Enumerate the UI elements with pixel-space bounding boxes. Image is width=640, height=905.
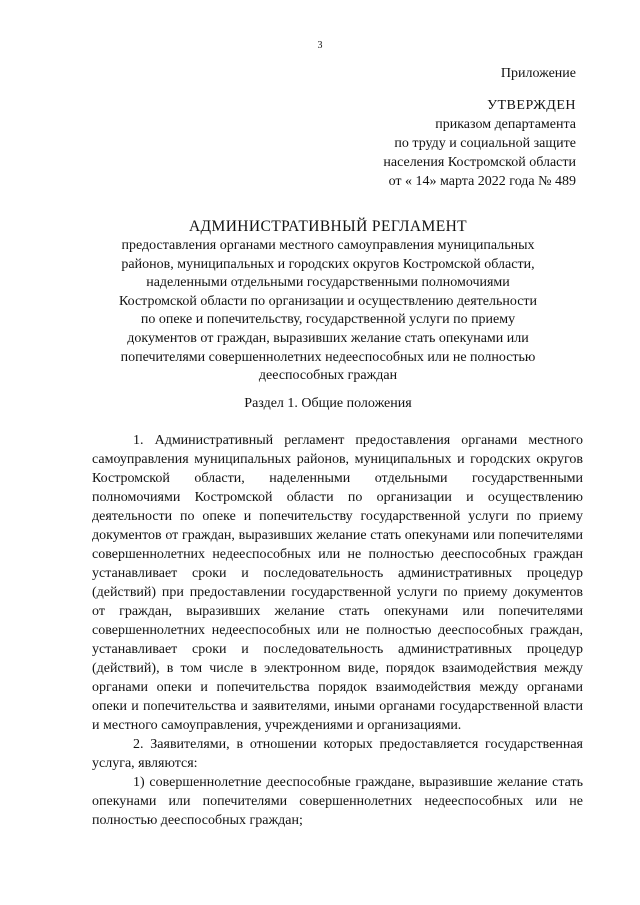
paragraph: 1) совершеннолетние дееспособные граждане, выразившие желание стать опекунами или попечителями совершеннолетних недееспособных или не полностью дееспособных граждан;	[92, 775, 583, 828]
approval-stamp-block	[383, 64, 576, 191]
approval-line: по труду и социальной защите	[394, 136, 576, 151]
approval-line: от « 14» марта 2022 года № 489	[388, 174, 576, 189]
approval-line: населения Костромской области	[383, 155, 576, 170]
approved-label: УТВЕРЖДЕН	[487, 98, 576, 113]
document-body	[92, 431, 583, 830]
document-subtitle: предоставления органами местного самоуправления муниципальных районов, муниципальных и городских округов Костромской области, наделенными отдельными государственными полномочиями Костромской области по организации и осуществлению деятельности по опеке и попечительству, государственной услуги по приему документов от граждан, выразивших желание стать опекунами или попечителями совершеннолетних недееспособных или не полностью дееспособных граждан	[118, 238, 538, 384]
title-block	[110, 217, 546, 386]
paragraph: 1. Административный регламент предоставления органами местного самоуправления муниципальных районов, муниципальных и городских округов Костромской области, наделенными отдельными государственными полномочиями Костромской области по организации и осуществлению деятельности по опеке и попечительству государственной услуги по приему документов от граждан, выразивших желание стать опекунами или попечителями совершеннолетних недееспособных или не полностью дееспособных граждан устанавливает сроки и последовательность административных процедур (действий) при предоставлении государственной услуги по приему документов от граждан, выразивших желание стать опекунами или попечителями совершеннолетних недееспособных или не полностью дееспособных граждан, устанавливает сроки и последовательность административных процедур (действий), в том числе в электронном виде, порядок взаимодействия между органами опеки и попечительства порядок взаимодействия между органами опеки и попечительства и заявителями, иными органами государственной власти и местного самоуправления, учреждениями и организациями.	[92, 433, 583, 733]
page-number: 3	[317, 40, 323, 51]
paragraph: 2. Заявителями, в отношении которых предоставляется государственная услуга, являются:	[92, 737, 583, 771]
appendix-label: Приложение	[500, 66, 576, 81]
document-title: АДМИНИСТРАТИВНЫЙ РЕГЛАМЕНТ	[188, 218, 468, 235]
section-heading: Раздел 1. Общие положения	[244, 396, 412, 411]
approval-line: приказом департамента	[435, 117, 576, 132]
